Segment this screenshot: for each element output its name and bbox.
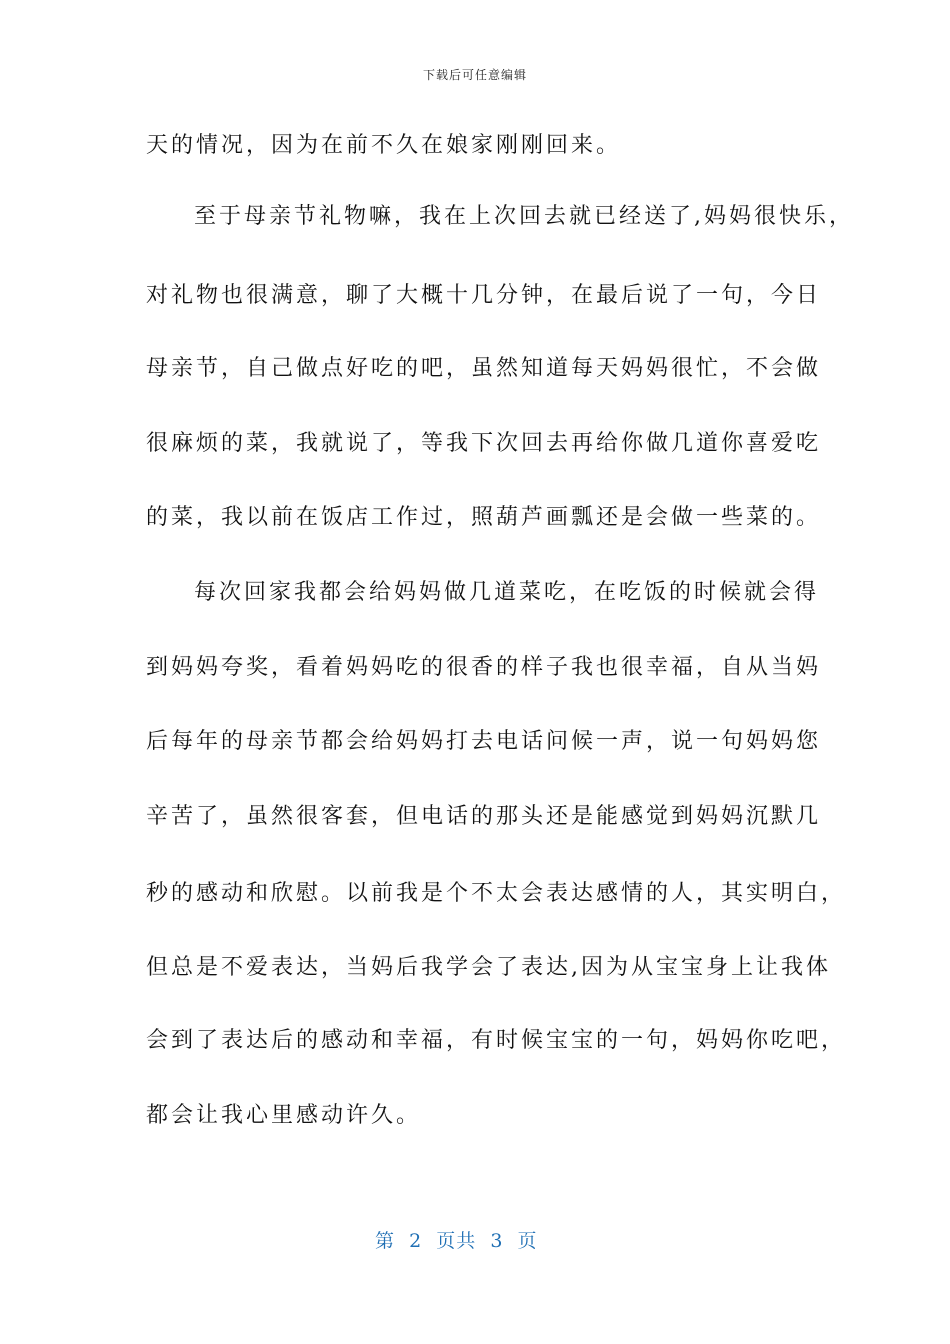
body-line-6: 的菜，我以前在饭店工作过，照葫芦画瓢还是会做一些菜的。: [146, 505, 822, 530]
body-line-7: 每次回家我都会给妈妈做几道菜吃，在吃饭的时候就会得: [194, 580, 820, 605]
body-line-4: 母亲节，自己做点好吃的吧，虽然知道每天妈妈很忙，不会做: [146, 356, 822, 381]
body-line-5: 很麻烦的菜，我就说了，等我下次回去再给你做几道你喜爱吃: [146, 431, 822, 456]
body-line-1: 天的情况，因为在前不久在娘家刚刚回来。: [146, 133, 622, 158]
body-line-2: 至于母亲节礼物嘛，我在上次回去就已经送了,妈妈很快乐，: [194, 204, 854, 229]
body-line-11: 秒的感动和欣慰。以前我是个不太会表达感情的人，其实明白，: [146, 881, 847, 906]
page-number-footer: 第 2 页共 3 页: [375, 1230, 538, 1252]
body-line-14: 都会让我心里感动许久。: [146, 1103, 422, 1128]
body-line-8: 到妈妈夸奖，看着妈妈吃的很香的样子我也很幸福，自从当妈: [146, 655, 822, 680]
body-line-12: 但总是不爱表达，当妈后我学会了表达,因为从宝宝身上让我体: [146, 955, 831, 980]
body-line-9: 后每年的母亲节都会给妈妈打去电话问候一声，说一句妈妈您: [146, 729, 822, 754]
page-header-note: 下载后可任意编辑: [422, 68, 527, 82]
body-line-10: 辛苦了，虽然很客套，但电话的那头还是能感觉到妈妈沉默几: [146, 804, 822, 829]
body-line-3: 对礼物也很满意，聊了大概十几分钟，在最后说了一句，今日: [146, 283, 822, 308]
body-line-13: 会到了表达后的感动和幸福，有时候宝宝的一句，妈妈你吃吧，: [146, 1028, 847, 1053]
